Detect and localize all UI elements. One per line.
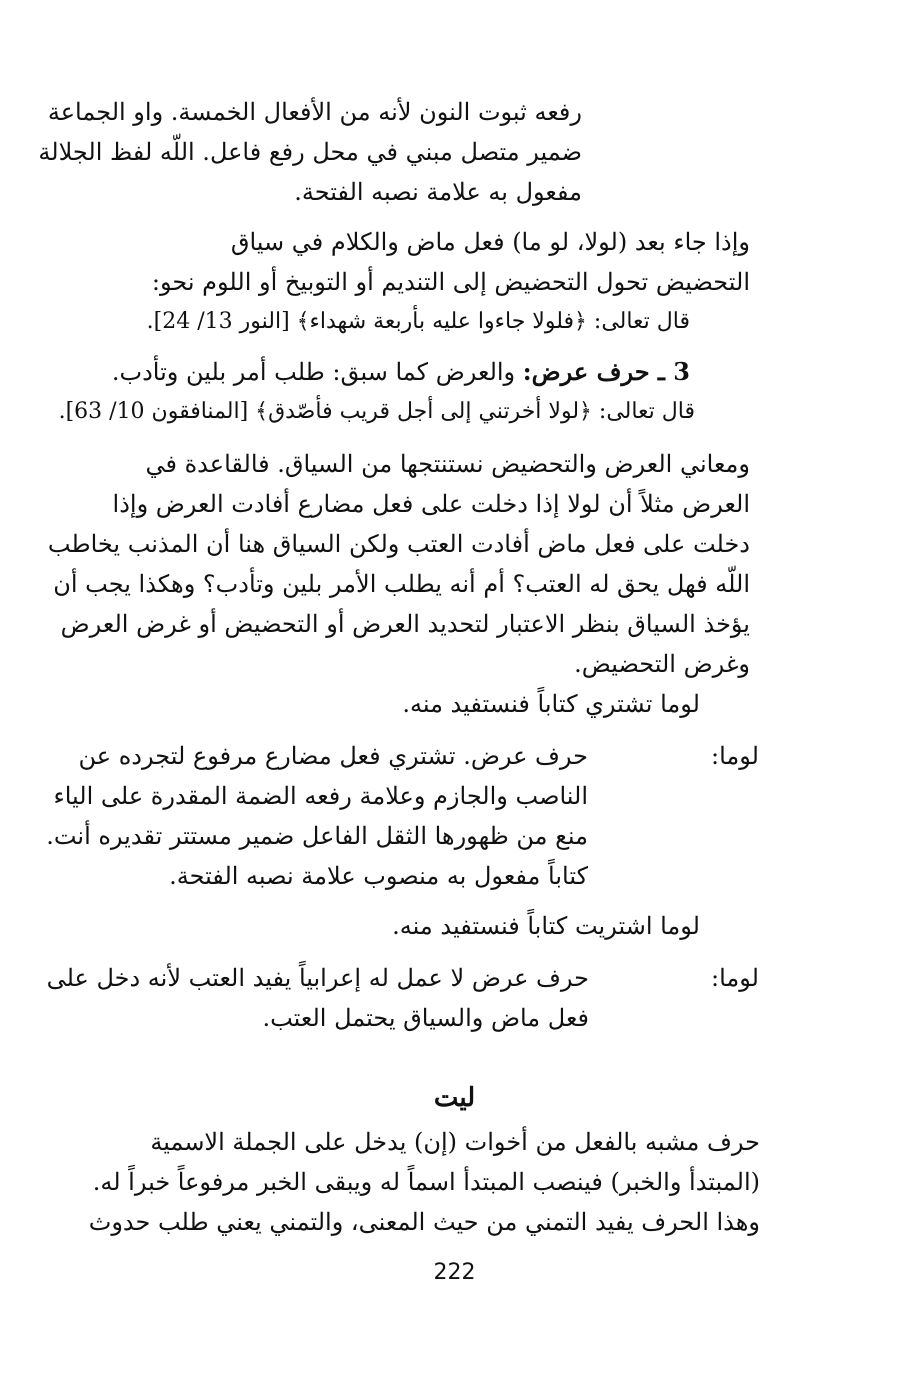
item-line <box>100 352 690 392</box>
analysis-1-term: لوما: <box>711 742 759 770</box>
paragraph-line: (المبتدأ والخبر) فينصب المبتدأ اسماً له ويبقى الخبر مرفوعاً خبراً له. <box>92 1168 760 1196</box>
analysis-2 <box>44 958 589 1038</box>
quote-line: قال تعالى: ﴿فلولا جاءوا عليه بأربعة شهداء﴾ [النور 13/ 24]. <box>146 309 690 334</box>
item-3 <box>100 352 690 392</box>
paragraph-5 <box>52 1122 760 1242</box>
paragraph-line: اللّه فهل يحق له العتب؟ أم أنه يطلب الأمر بلين وتأدب؟ وهكذا يجب أن <box>53 570 750 598</box>
paragraph-line: وإذا جاء بعد (لولا، لو ما) فعل ماض والكلام في سياق <box>230 228 750 256</box>
example-line: لوما تشتري كتاباً فنستفيد منه. <box>402 690 700 718</box>
quran-quote-2 <box>40 392 695 432</box>
section-heading: ليت <box>433 1083 476 1113</box>
paragraph-line: مفعول به علامة نصبه الفتحة. <box>294 178 582 206</box>
paragraph-line: التحضيض تحول التحضيض إلى التنديم أو التوبيخ أو اللوم نحو: <box>151 268 750 296</box>
analysis-line: حرف عرض لا عمل له إعرابياً يفيد العتب لأنه دخل على <box>46 964 589 992</box>
analysis-line: فعل ماض والسياق يحتمل العتب. <box>262 1004 589 1032</box>
quran-quote-1 <box>100 302 690 342</box>
paragraph-line: دخلت على فعل ماض أفادت العتب ولكن السياق هنا أن المذنب يخاطب <box>47 530 750 558</box>
analysis-line: منع من ظهورها الثقل الفاعل ضمير مستتر تقديره أنت. <box>46 822 588 850</box>
paragraph-line: وغرض التحضيض. <box>574 650 750 678</box>
item-heading: 3 ـ حرف عرض: <box>522 357 690 386</box>
paragraph-line: حرف مشبه بالفعل من أخوات (إن) يدخل على الجملة الاسمية <box>150 1128 760 1156</box>
paragraph-2 <box>38 222 750 302</box>
analysis-2-term: لوما: <box>711 964 759 992</box>
paragraph-line: رفعه ثبوت النون لأنه من الأفعال الخمسة. واو الجماعة <box>47 98 582 126</box>
paragraph-line: ضمير متصل مبني في محل رفع فاعل. اللّه لفظ الجلالة <box>38 138 582 166</box>
paragraph-4 <box>38 444 750 684</box>
page-number: 222 <box>433 1260 476 1285</box>
example-2 <box>300 906 700 946</box>
paragraph-line: ومعاني العرض والتحضيض نستنتجها من السياق. فالقاعدة في <box>145 450 750 478</box>
paragraph-line: العرض مثلاً أن لولا إذا دخلت على فعل مضارع أفادت العرض وإذا <box>112 490 750 518</box>
analysis-1 <box>40 736 588 896</box>
quote-line: قال تعالى: ﴿لولا أخرتني إلى أجل قريب فأصّدق﴾ [المنافقون 10/ 63]. <box>58 399 695 424</box>
example-1 <box>300 684 700 724</box>
example-line: لوما اشتريت كتاباً فنستفيد منه. <box>392 912 700 940</box>
item-text: والعرض كما سبق: طلب أمر بلين وتأدب. <box>111 358 516 386</box>
paragraph-line: يؤخذ السياق بنظر الاعتبار لتحديد العرض أو التحضيض أو غرض العرض <box>60 610 750 638</box>
analysis-line: كتاباً مفعول به منصوب علامة نصبه الفتحة. <box>169 862 588 890</box>
analysis-line: حرف عرض. تشتري فعل مضارع مرفوع لتجرده عن <box>78 742 588 770</box>
paragraph-line: وهذا الحرف يفيد التمني من حيث المعنى، والتمني يعني طلب حدوث <box>88 1208 760 1236</box>
paragraph-1 <box>30 92 582 212</box>
analysis-line: الناصب والجازم وعلامة رفعه الضمة المقدرة على الياء <box>53 782 588 810</box>
